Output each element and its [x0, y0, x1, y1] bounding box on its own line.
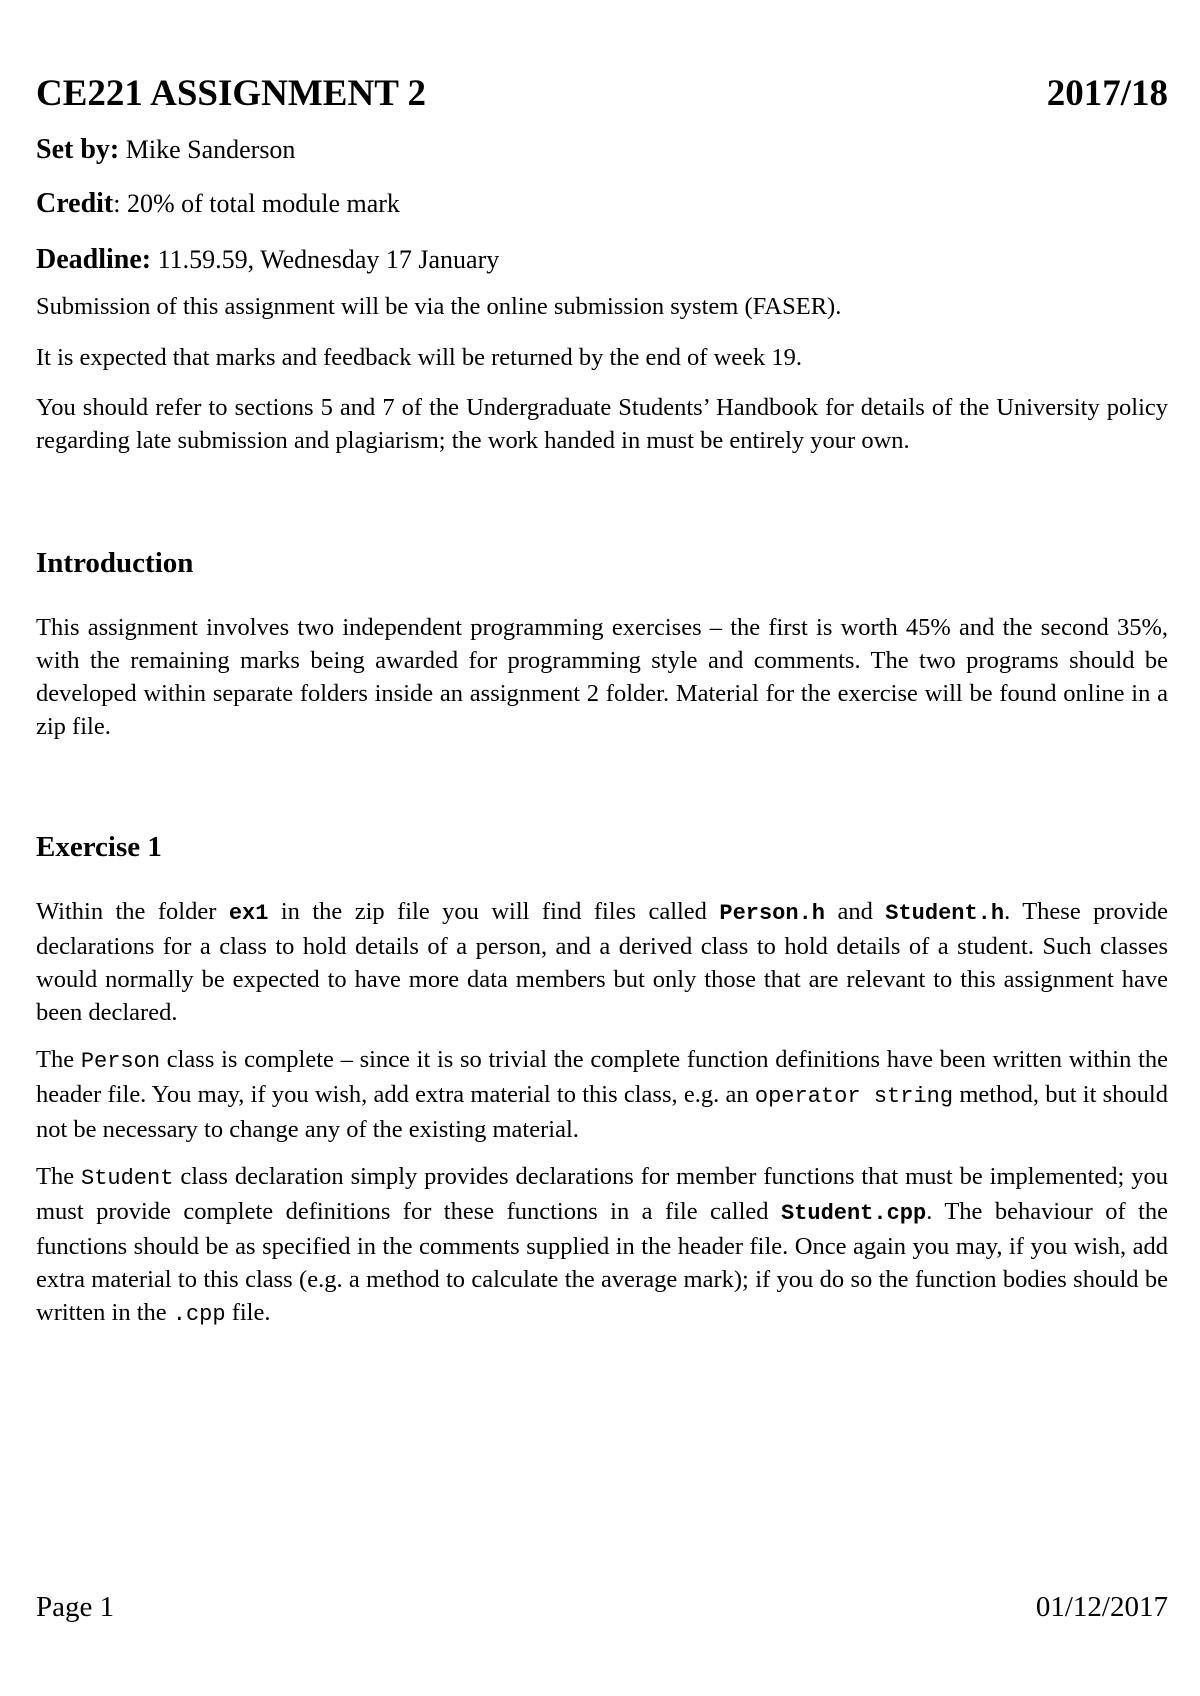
student-header-code: Student.h: [885, 901, 1005, 926]
credit-line: [36, 188, 400, 220]
page-footer: [36, 1591, 1168, 1624]
text-span: class declaration simply provides declarations for member functions that must be implemented; you must provide complete definitions for these functions in a file called: [36, 1163, 1169, 1225]
text-span: Within the folder: [36, 898, 229, 925]
document-title: CE221 ASSIGNMENT 2: [36, 73, 426, 114]
text-span: and: [825, 898, 886, 925]
credit-label: Credit: [36, 188, 114, 219]
set-by-line: [36, 134, 295, 166]
text-span: . The behaviour of the functions should be as specified in the comments supplied in the header file. Once again you may, if you wish, add extra material to this class (e.g. a method to calculate the average mark); if you do so the function bodies should be written in the: [36, 1198, 1169, 1326]
credit-value: : 20% of total module mark: [113, 189, 400, 218]
student-cpp-code: Student.cpp: [780, 1201, 927, 1226]
deadline-label: Deadline:: [36, 244, 152, 275]
folder-name-code: ex1: [228, 901, 269, 926]
text-span: file.: [225, 1299, 271, 1326]
footer-date: 01/12/2017: [1035, 1591, 1168, 1623]
submission-info: Submission of this assignment will be via the online submission system (FASER).: [36, 293, 842, 320]
page-number: Page 1: [36, 1591, 115, 1623]
set-by-value: Mike Sanderson: [119, 135, 296, 164]
text-span: . These provide declarations for a class to hold details of a person, and a derived class to hold details of a student. Such classes would normally be expected to have more data members but only those that are relevant to this assignment have been declared.: [36, 898, 1168, 1026]
text-span: in the zip file you will find files called: [268, 898, 720, 925]
cpp-extension-code: .cpp: [172, 1302, 226, 1327]
text-span: class is complete – since it is so trivial the complete function definitions have been written within the header file. You may, if you wish, add extra material to this class, e.g. an: [36, 1046, 1168, 1108]
set-by-label: Set by:: [36, 134, 120, 165]
academic-year: 2017/18: [1046, 73, 1168, 114]
exercise1-paragraph-1: [36, 895, 1168, 1029]
person-header-code: Person.h: [719, 901, 825, 926]
exercise1-paragraph-3: [36, 1160, 1168, 1331]
document-page: [36, 0, 1168, 1696]
introduction-text: This assignment involves two independent programming exercises – the first is worth 45% and the second 35%, with the remaining marks being awarded for programming style and comments. The two programs should be developed within separate folders inside an assignment 2 folder. Material for the exercise will be found online in a zip file.: [36, 614, 1168, 740]
text-span: The: [36, 1046, 81, 1073]
student-class-code: Student: [81, 1166, 174, 1191]
deadline-line: [36, 244, 499, 276]
text-span: The: [36, 1163, 81, 1190]
feedback-info: It is expected that marks and feedback will be returned by the end of week 19.: [36, 344, 803, 371]
deadline-value: 11.59.59, Wednesday 17 January: [151, 245, 500, 274]
operator-string-code: operator string: [754, 1084, 954, 1109]
person-class-code: Person: [80, 1049, 161, 1074]
exercise1-heading: Exercise 1: [36, 831, 162, 863]
title-row: [36, 72, 1168, 115]
introduction-heading: Introduction: [36, 547, 194, 579]
exercise1-paragraph-2: [36, 1043, 1168, 1146]
text-span: method, but it should not be necessary to change any of the existing material.: [36, 1081, 1168, 1143]
policy-info: You should refer to sections 5 and 7 of the Undergraduate Students’ Handbook for details of the University policy regarding late submission and plagiarism; the work handed in must be entirely your own.: [36, 394, 1168, 454]
